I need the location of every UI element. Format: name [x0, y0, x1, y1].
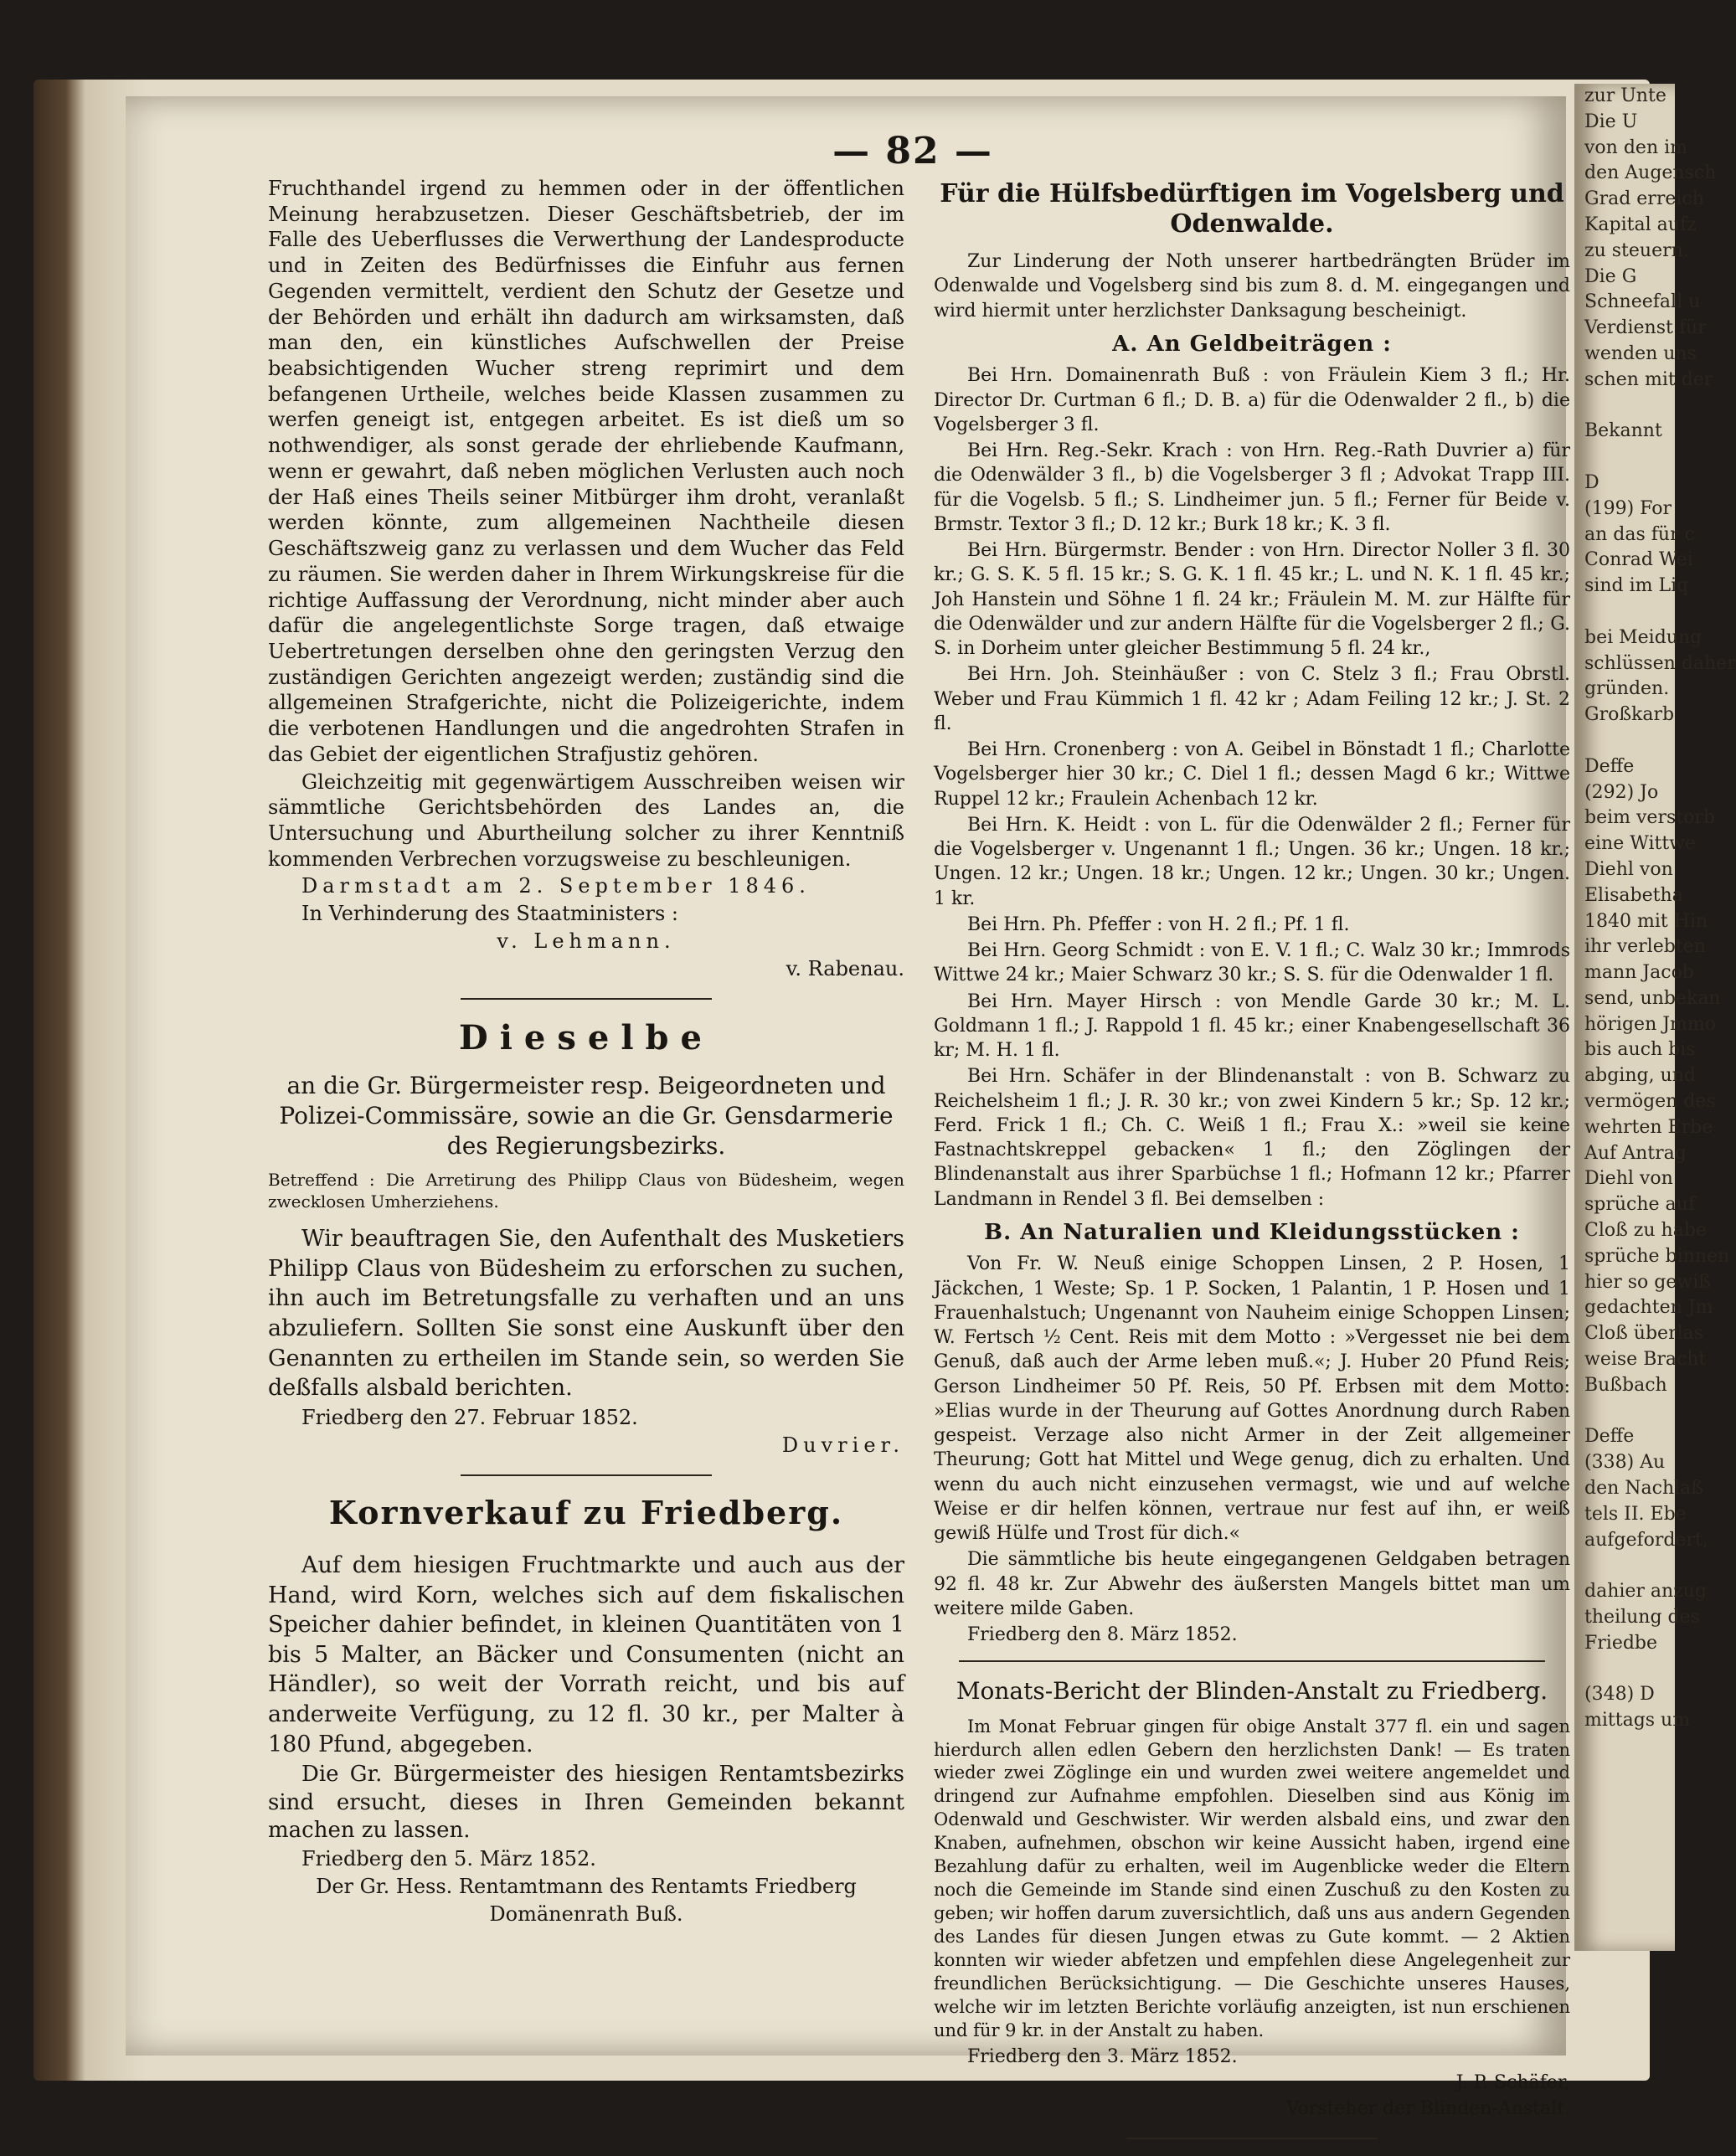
next-page-line: tels II. Ebe — [1584, 1503, 1687, 1525]
betreffend: Betreffend : Die Arretirung des Philipp Claus von Büdesheim, wegen zwecklosen Umherziehens. — [268, 1169, 904, 1212]
next-page-line: Cloß zu habe — [1584, 1220, 1707, 1242]
hindrance-line: In Verhinderung des Staatministers : — [301, 902, 678, 926]
next-page-line: aufgefordert, — [1584, 1529, 1708, 1551]
next-page-line: mann Jacob — [1584, 962, 1694, 984]
kornverkauf-title: Kornverkauf zu Friedberg. — [328, 1494, 844, 1532]
intro-paragraph: Fruchthandel irgend zu hemmen oder in der öffentlichen Meinung herabzusetzen. Dieser Geschäftsbetrieb, der im Falle des Ueberflusses die Verwerthung der Landesproducte und in Zeiten des Bedürfnisses die Einfuhr aus fernen Gegenden vermittelt, verdient den Schutz der Gesetze und der Behörden und erhält ihn dadurch am wirksamsten, daß man den, ein künstliches Aufschwellen der Preise beabsichtigenden Wucher streng reprimirt und dem befangenen Urtheile, welches beide Klassen zusammen zu werfen geneigt ist, entgegen arbeitet. Es ist dieß um so nothwendiger, als sonst gerade der ehrliebende Kaufmann, wenn er gewahrt, daß neben möglichen Verlusten auch noch der Haß eines Theils seiner Mitbürger ihm droht, veranlaßt werden könnte, zum allgemeinen Nachtheile diesen Geschäftszweig ganz zu verlassen und dem Wucher das Feld zu räumen. Sie werden daher in Ihrem Wirkungskreise für die richtige Auffassung der Verordnung, nicht minder aber auch dafür die angelegentlichste Sorge tragen, daß etwaige Uebertretungen derselben ohne den geringsten Verzug den zuständigen Gerichten angezeigt werden; zuständig sind die allgemeinen Strafgerichte, nicht die Polizeigerichte, indem die verbotenen Handlungen und die angedrohten Strafen in das Gebiet der eigentlichen Strafjustiz gehören. — [268, 177, 904, 766]
next-page-line: hier so gewiß — [1584, 1271, 1711, 1293]
dieselbe-address: an die Gr. Bürgermeister resp. Beigeordneten und Polizei-Commissäre, sowie an die Gr. Gensdarmerie des Regierungsbezirks. — [279, 1072, 894, 1160]
next-page-line: sprüche auf — [1584, 1194, 1695, 1216]
dieselbe-date: Friedberg den 27. Februar 1852. — [301, 1405, 638, 1429]
list-item: Bei Hrn. Georg Schmidt : von E. V. 1 fl.; C. Walz 30 kr.; Immrods Wittwe 24 kr.; Maier Schwarz 30 kr.; S. S. für die Odenwalder 1 fl. — [934, 940, 1570, 986]
next-page-line: ihr verlebten — [1584, 936, 1706, 958]
next-page-line: Verdienst für — [1584, 317, 1707, 339]
next-page-line — [1574, 445, 1675, 471]
next-page-line: Grad erreich — [1584, 188, 1704, 210]
next-page-line: Diehl von — [1584, 1168, 1673, 1190]
next-page-line: den Augensch — [1584, 162, 1717, 184]
next-page-line: sprüche binnen — [1584, 1245, 1730, 1267]
next-page-line: Die G — [1584, 265, 1637, 287]
next-page-line: (348) D — [1584, 1684, 1655, 1706]
next-page-line: 1840 mit Hin — [1584, 910, 1708, 932]
next-page-line: Die U — [1584, 111, 1638, 132]
list-item: Bei Hrn. Joh. Steinhäußer : von C. Stelz 3 fl.; Frau Obrstl. Weber und Frau Kümmich 1 fl. 42 kr ; Adam Feiling 12 kr.; J. St. 2 fl. — [934, 664, 1570, 734]
entry-b: Von Fr. W. Neuß einige Schoppen Linsen, 2 P. Hosen, 1 Jäckchen, 1 Weste; Sp. 1 P. Socken, 1 Palantin, 1 P. Hosen und 1 Frauenhalstuch; Ungenannt von Nauheim einige Schoppen Linsen; W. Fertsch ½ Cent. Reis mit dem Motto : »Vergesset nie bei dem Genuß, daß auch der Arme leben muß.«; J. Huber 20 Pfund Reis; Gerson Lindheimer 50 Pf. Reis, 50 Pf. Erbsen mit dem Motto: »Elias wurde in der Theurung auf Gottes Anordnung durch Raben gespeist. Verzage also nicht Armer in der Zeit allgemeiner Theurung; Gott hat Mittel und Wege genug, dich zu erhalten. Und wenn du auch nicht einzusehen vermagst, wie und auf welche Weise er dir helfen können, vertraue nur fest auf ihn, er weiß gewiß Hülfe und Trost für dich.« — [934, 1253, 1570, 1545]
divider — [461, 998, 712, 1000]
next-page-line: theilung des — [1584, 1607, 1700, 1629]
right-column — [934, 176, 1570, 2156]
list-item: Bei Hrn. Ph. Pfeffer : von H. 2 fl.; Pf. 1 fl. — [967, 913, 1350, 935]
list-item: Bei Hrn. Schäfer in der Blindenanstalt : von B. Schwarz zu Reichelsheim 1 fl.; J. R. 30 kr.; von zwei Kindern 5 kr.; Sp. 12 kr.; Ferd. Frick 1 fl.; Ch. C. Weiß 1 fl.; Frau X.: »weil sie keine Fastnachtskreppel gebacken« 1 fl.; den Zöglingen der Blindenanstalt aus ihrer Sparbüchse 1 fl.; Hofmann 12 kr.; Pfarrer Landmann in Rendel 3 fl. Bei demselben : — [934, 1066, 1570, 1210]
next-page-line: wenden uns — [1584, 342, 1697, 364]
next-page-line: Deffe — [1584, 1426, 1635, 1448]
next-page-line — [1574, 1657, 1675, 1683]
monatsbericht-date: Friedberg den 3. März 1852. — [967, 2045, 1238, 2067]
list-item: Bei Hrn. Cronenberg : von A. Geibel in Bönstadt 1 fl.; Charlotte Vogelsberger hier 30 kr.; C. Diel 1 fl.; dessen Magd 6 kr.; Wittwe Ruppel 12 kr.; Fraulein Achenbach 12 kr. — [934, 739, 1570, 810]
next-page-line: von den im — [1584, 136, 1687, 158]
next-page-line: eine Wittwe — [1584, 833, 1697, 855]
next-page-line: Conrad Wei — [1584, 549, 1693, 571]
donation-summary: Die sämmtliche bis heute eingegangenen Geldgaben betragen 92 fl. 48 kr. Zur Abwehr des äußersten Mangels bittet man um weitere milde Gaben. — [934, 1549, 1570, 1619]
next-page-line: Auf Antrag — [1584, 1142, 1687, 1164]
kornverkauf-signature-2: Domänenrath Buß. — [489, 1901, 683, 1926]
next-page-line: gründen. — [1584, 678, 1670, 700]
next-page-line: wehrten Erbe — [1584, 1116, 1713, 1138]
dieselbe-title: Dieselbe — [459, 1018, 713, 1058]
monatsbericht-title: Monats-Bericht der Blinden-Anstalt zu Friedberg. — [956, 1677, 1548, 1706]
next-page-line: Schneefall u — [1584, 291, 1701, 313]
monatsbericht-signature-1: J. P. Schäfer, — [1455, 2071, 1570, 2093]
next-page-line: Kapital aufz — [1584, 214, 1697, 235]
kornverkauf-body-2: Die Gr. Bürgermeister des hiesigen Rentamtsbezirks sind ersucht, dieses in Ihren Gemeinden bekannt machen zu lassen. — [268, 1762, 904, 1843]
entries-a-list — [934, 363, 1570, 1212]
list-item: Bei Hrn. Mayer Hirsch : von Mendle Garde 30 kr.; M. L. Goldmann 1 fl.; J. Rappold 1 fl. 45 kr.; einer Knabengesellschaft 36 kr; M. H. 1 fl. — [934, 991, 1570, 1062]
next-page-line: vermögen des — [1584, 1091, 1716, 1113]
next-page-line: (199) For — [1584, 497, 1672, 519]
kornverkauf-signature-1: Der Gr. Hess. Rentamtmann des Rentamts Friedberg — [316, 1874, 857, 1898]
next-page-line: Elisabetha — [1584, 884, 1683, 906]
next-page-line — [1574, 728, 1675, 754]
next-page-line: den Nachlaß — [1584, 1478, 1703, 1500]
next-page-line: bis auch bis — [1584, 1039, 1696, 1061]
next-page-line: (338) Au — [1584, 1452, 1666, 1474]
huelfs-title: Für die Hülfsbedürftigen im Vogelsberg und Odenwalde. — [940, 179, 1564, 239]
next-page-line: Deffe — [1584, 755, 1635, 777]
next-page-line: beim verstorb — [1584, 807, 1715, 829]
signature-lehmann: v. Lehmann. — [497, 929, 676, 953]
next-page-line: Großkarb — [1584, 704, 1675, 726]
next-page-line: weise Bracht — [1584, 1349, 1707, 1371]
dieselbe-body: Wir beauftragen Sie, den Aufenthalt des Musketiers Philipp Claus von Büdesheim zu erforschen zu suchen, ihn auch im Betretungsfalle zu verhaften und an uns abzuliefern. Sollten Sie sonst eine Auskunft über den Genannten zu ertheilen im Stande sein, so werden Sie deßfalls alsbald berichten. — [268, 1226, 904, 1402]
left-column — [268, 176, 904, 1928]
next-page-line — [1574, 599, 1675, 625]
kornverkauf-date: Friedberg den 5. März 1852. — [301, 1847, 596, 1871]
section-a-heading: A. An Geldbeiträgen : — [1112, 331, 1392, 357]
next-page-line: Bekannt — [1584, 420, 1662, 442]
divider — [461, 1474, 712, 1476]
next-page-line: gedachten Jm — [1584, 1297, 1713, 1319]
next-page-line — [1574, 1399, 1675, 1425]
monatsbericht-body: Im Monat Februar gingen für obige Anstalt 377 fl. ein und sagen hierdurch allen edlen Gebern den herzlichsten Dank! — Es traten wieder zwei Zöglinge ein und wurden zwei weitere angemeldet und dringend zur Aufnahme empfohlen. Dieselben sind aus König im Odenwald und Geschwister. Wir werden alsbald eins, und zwar den Knaben, aufnehmen, obschon wir keine Aussicht haben, irgend eine Bezahlung dafür zu erhalten, weil im Augenblicke weder die Eltern noch die Gemeinde im Stande sind einen Zuschuß zu den Kosten zu geben; wir hoffen darum zuversichtlich, daß uns aus andern Gegenden des Landes für diesen Jungen etwas zu Gute kommt. — 2 Aktien konnten wir wieder abfetzen und empfehlen diese Angelegenheit zur freundlichen Berücksichtigung. — Die Geschichte unseres Hauses, welche wir im letzten Berichte vorläufig anzeigten, ist nun erschienen und für 9 kr. in der Anstalt zu haben. — [934, 1716, 1570, 2040]
list-item: Bei Hrn. Reg.-Sekr. Krach : von Hrn. Reg.-Rath Duvrier a) für die Odenwälder 3 fl., b) die Vogelsberger 3 fl ; Advokat Trapp III. für die Vogelsb. 5 fl.; S. Lindheimer jun. 5 fl.; Ferner für Beide v. Brmstr. Textor 3 fl.; D. 12 kr.; Burk 18 kr.; K. 3 fl. — [934, 440, 1570, 535]
next-page-line: sind im Liq — [1584, 575, 1689, 597]
next-page-line: abging, und — [1584, 1065, 1696, 1087]
next-page-line: D — [1584, 471, 1599, 493]
next-page-line: dahier anzug — [1584, 1581, 1708, 1603]
huelfs-date: Friedberg den 8. März 1852. — [967, 1624, 1238, 1646]
list-item: Bei Hrn. K. Heidt : von L. für die Odenwälder 2 fl.; Ferner für die Vogelsberger v. Ungenannt 1 fl.; Ungen. 36 kr.; Ungen. 18 kr.; Ungen. 12 kr.; Ungen. 18 kr.; Ungen. 12 kr.; Ungen. 30 kr.; Ungen. 1 kr. — [934, 814, 1570, 909]
kornverkauf-body: Auf dem hiesigen Fruchtmarkte und auch aus der Hand, wird Korn, welches sich auf dem fiskalischen Speicher dahier befindet, in kleinen Quantitäten von 1 bis 5 Malter, an Bäcker und Consumenten (nicht an Händler), so weit der Vorrath reicht, und bis auf anderweite Verfügung, zu 12 fl. 30 kr., per Malter à 180 Pfund, abgegeben. — [268, 1551, 904, 1757]
next-page-line: mittags um — [1584, 1710, 1691, 1731]
huelfs-intro: Zur Linderung der Noth unserer hartbedrängten Brüder im Odenwalde und Vogelsberg sind bis zum 8. d. M. eingegangen und wird hiermit unter herzlichster Danksagung bescheinigt. — [934, 251, 1570, 322]
next-page-line — [1574, 394, 1675, 419]
dieselbe-signature: Duvrier. — [781, 1433, 904, 1457]
next-page-line: (292) Jo — [1584, 781, 1659, 803]
next-page-line: Bußbach — [1584, 1374, 1667, 1396]
next-page-line — [1574, 1553, 1675, 1579]
next-page-line: zu steuern. — [1584, 239, 1689, 261]
list-item: Bei Hrn. Bürgermstr. Bender : von Hrn. Director Noller 3 fl. 30 kr.; G. S. K. 5 fl. 15 kr.; S. G. K. 1 fl. 45 kr.; L. und N. K. 1 fl. 45 kr.; Joh Hanstein und Söhne 1 fl. 24 kr.; Fräulein M. M. zur Hälfte für die Odenwälder und zur andern Hälfte für die Vogelsberger 2 fl.; G. S. in Dorheim unter gleicher Bestimmung 5 fl. 24 kr., — [934, 540, 1570, 660]
signature-rabenau: v. Rabenau. — [786, 956, 904, 980]
list-item: Bei Hrn. Domainenrath Buß : von Fräulein Kiem 3 fl.; Hr. Director Dr. Curtman 6 fl.; D. B. a) für die Odenwalder 2 fl., b) die Vogelsberger 3 fl. — [934, 365, 1570, 435]
next-page-fragment — [1574, 84, 1736, 1951]
next-page-line: an das für c — [1584, 523, 1695, 545]
next-page-line: bei Meidung — [1584, 626, 1703, 648]
second-paragraph: Gleichzeitig mit gegenwärtigem Ausschreiben weisen wir sämmtliche Gerichtsbehörden des Landes an, die Untersuchung und Aburtheilung solcher zu ihrer Kenntniß kommenden Verbrechen vorzugsweise zu beschleunigen. — [268, 769, 904, 871]
next-page-line: schlüssen daher — [1584, 652, 1736, 674]
section-b-heading: B. An Naturalien und Kleidungsstücken : — [984, 1219, 1520, 1245]
next-page-line: Diehl von — [1584, 858, 1673, 880]
next-page-line: schen mit der — [1584, 368, 1713, 390]
divider — [1126, 2138, 1378, 2139]
date-line: Darmstadt am 2. September 1846. — [301, 874, 811, 898]
monatsbericht-signature-2: Vorsteher der Blinden-Anstalt. — [1285, 2098, 1570, 2120]
page-number: — 82 — — [832, 130, 993, 172]
next-page-line: Cloß überlas — [1584, 1323, 1704, 1345]
next-page-line: zur Unte — [1584, 85, 1666, 106]
next-page-line: Friedbe — [1584, 1632, 1658, 1654]
divider — [959, 1660, 1545, 1662]
next-page-line: hörigen Jmmo — [1584, 1013, 1717, 1035]
next-page-line: send, unbekan — [1584, 987, 1721, 1009]
